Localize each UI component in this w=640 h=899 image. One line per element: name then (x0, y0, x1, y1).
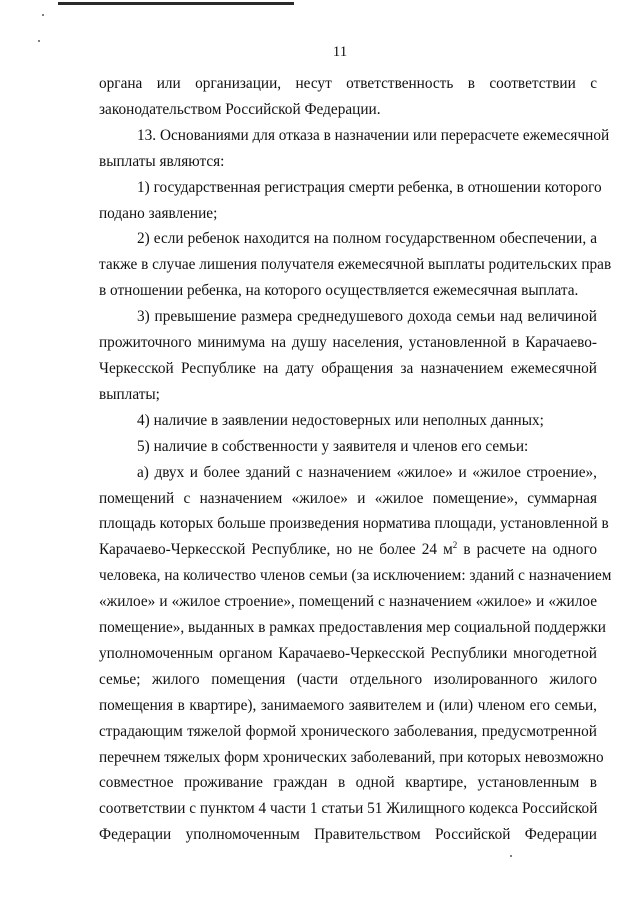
text-line: помещение», выданных в рамках предоставления мер социальной поддержки (99, 619, 606, 637)
text-line: выплаты являются: (99, 152, 225, 170)
paragraph (99, 175, 602, 227)
text-line: соответствии с пунктом 4 части 1 статьи 51 Жилищного кодекса Российской (99, 800, 598, 818)
page-number: 11 (332, 44, 348, 60)
text-line: 4) наличие в заявлении недостоверных или неполных данных; (137, 411, 544, 429)
paragraph (99, 123, 610, 175)
text-line: «жилое» и «жилое строение», помещений с назначением «жилое» и «жилое (99, 593, 597, 611)
text-line: в отношении ребенка, на которого осуществляется ежемесячная выплата. (99, 282, 579, 300)
text-line: 2) если ребенок находится на полном государственном обеспечении, а (137, 230, 597, 248)
text-fragment: в расчете на одного (457, 541, 597, 559)
text-line: 1) государственная регистрация смерти ребенка, в отношении которого (137, 178, 602, 196)
text-line: помещений с назначением «жилое» и «жилое помещение», суммарная (99, 489, 597, 507)
document-body (99, 71, 612, 848)
text-line: Черкесской Республике на дату обращения за назначением ежемесячной (99, 359, 597, 377)
text-fragment: Карачаево-Черкесской Республике, но не более 24 м (99, 541, 453, 559)
paragraph (99, 304, 597, 408)
text-line: а) двух и более зданий с назначением «жилое» и «жилое строение», (137, 463, 597, 481)
text-line: подано заявление; (99, 204, 218, 222)
text-line (99, 537, 597, 563)
text-line: также в случае лишения получателя ежемесячной выплаты родительских прав (99, 256, 612, 274)
text-line: Федерации уполномоченным Правительством Российской Федерации (99, 826, 597, 844)
scan-speck (42, 14, 44, 16)
paragraph (99, 408, 597, 434)
text-line: площадь которых больше произведения норматива площади, установленной в (99, 515, 609, 533)
text-line: уполномоченным органом Карачаево-Черкесской Республики многодетной (99, 644, 597, 662)
paragraph (99, 460, 612, 849)
text-line: законодательством Российской Федерации. (99, 100, 381, 118)
text-line: прожиточного минимума на душу населения, установленной в Карачаево- (99, 334, 597, 352)
paragraph (99, 226, 612, 304)
scan-speck (510, 855, 512, 857)
paragraph (99, 71, 597, 123)
scan-speck (38, 40, 40, 42)
text-line: 5) наличие в собственности у заявителя и членов его семьи: (137, 437, 529, 455)
text-line: человека, на количество членов семьи (за исключением: зданий с назначением (99, 567, 612, 585)
text-line: семье; жилого помещения (части отдельного изолированного жилого (99, 670, 597, 688)
text-line: 13. Основаниями для отказа в назначении или перерасчете ежемесячной (137, 126, 610, 144)
text-line: перечнем тяжелых форм хронических заболеваний, при которых невозможно (99, 748, 604, 766)
superscript: 2 (452, 540, 458, 551)
text-line: выплаты; (99, 385, 160, 403)
text-line: совместное проживание граждан в одной квартире, установленным в (99, 774, 597, 792)
text-line: помещения в квартире), занимаемого заявителем и (или) членом его семьи, (99, 696, 597, 714)
text-line: органа или организации, несут ответственность в соответствии с (99, 75, 597, 92)
text-line: 3) превышение размера среднедушевого дохода семьи над величиной (137, 308, 597, 326)
paragraph (99, 434, 597, 460)
scan-edge-line (58, 2, 294, 5)
text-line: страдающим тяжелой формой хронического заболевания, предусмотренной (99, 722, 597, 740)
